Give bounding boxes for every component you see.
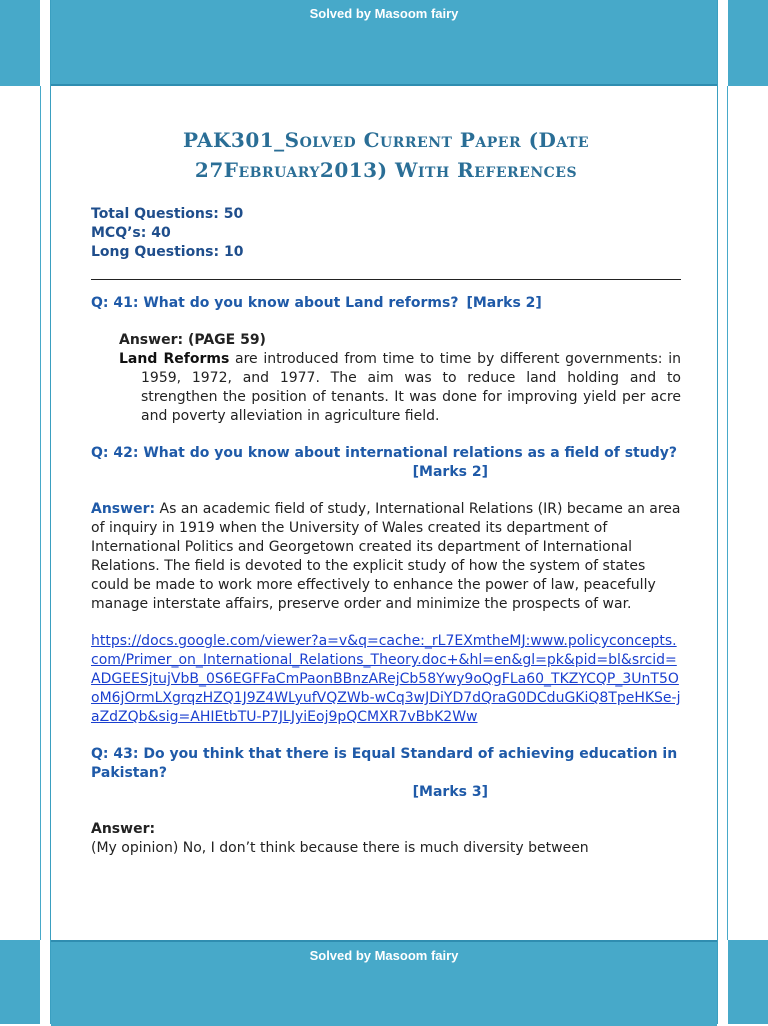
header-text: Solved by Masoom fairy: [309, 6, 459, 21]
question-42-text: Q: 42: What do you know about international relations as a field of study?: [91, 445, 677, 461]
question-43: [91, 745, 681, 802]
answer-42-label: Answer:: [91, 501, 156, 517]
answer-41-text: [119, 350, 681, 426]
question-41: [91, 294, 681, 313]
page-header: [51, 0, 717, 86]
footer-text: Solved by Masoom fairy: [309, 948, 459, 963]
reference-link[interactable]: https://docs.google.com/viewer?a=v&q=cache:_rL7EXmtheMJ:www.policyconcepts.com/Primer_on_International_Relations_Theory.doc+&hl=en&gl=pk&pid=bl&srcid=ADGEESjtujVbB_0S6EGFFaCmPaonBBnzARejCb58Ywy9oQgFLa60_TKZYCQP_3UnT5OoM6jOrmLXgrqzHZQ1J9Z4WLyufVQZWb-wCq3wJDiYD7dQraG0DCduGKiQ8TpeHKSe-jaZdZQb&sig=AHIEtbTU-P7JLJyiEoj9pQCMXR7vBbK2Ww: [91, 633, 681, 725]
title-line-1: PAK301_Solved Current Paper (Date: [182, 128, 590, 152]
right-edge-line: [727, 86, 728, 940]
question-42: [91, 444, 681, 482]
left-top-band: [0, 0, 40, 86]
total-questions: Total Questions: 50: [91, 206, 244, 222]
right-top-band: [728, 0, 768, 86]
divider: [91, 279, 681, 280]
question-stats: [91, 205, 681, 262]
long-question-count: Long Questions: 10: [91, 244, 244, 260]
answer-43-label: Answer:: [91, 821, 156, 837]
answer-42-text: As an academic field of study, International Relations (IR) became an area of inquiry in 1919 when the University of Wales created its department of International Politics and Georgetown created its department of International Relations. The field is devoted to the explicit study of how the system of states could be made to work more effectively to enhance the power of law, peacefully manage interstate affairs, preserve order and minimize the prospects of war.: [91, 501, 681, 612]
question-43-text: Q: 43: Do you think that there is Equal Standard of achieving education in Pakistan?: [91, 746, 678, 781]
document-page: [50, 0, 718, 1024]
question-43-marks: [Marks 3]: [412, 784, 488, 800]
mcq-count: MCQ’s: 40: [91, 225, 171, 241]
question-42-marks: [Marks 2]: [412, 464, 488, 480]
page-title: [91, 125, 681, 185]
answer-41-label: Answer: (PAGE 59): [119, 332, 266, 348]
question-41-text: Q: 41: What do you know about Land reforms?: [91, 295, 459, 311]
answer-41: [119, 331, 681, 426]
answer-43-text: (My opinion) No, I don’t think because there is much diversity between: [91, 840, 589, 856]
answer-41-body: are introduced from time to time by different governments: in 1959, 1972, and 1977. The aim was to reduce land holding and to strengthen the position of tenants. It was done for improving yield per acre and poverty alleviation in agriculture field.: [141, 351, 681, 424]
left-edge-line: [40, 86, 41, 940]
title-line-2: 27February2013) With References: [194, 158, 578, 182]
answer-42: [91, 500, 681, 614]
question-41-marks: [Marks 2]: [466, 295, 542, 311]
page-content: [91, 125, 681, 858]
left-bottom-band: [0, 940, 40, 1024]
answer-41-term: Land Reforms: [119, 351, 230, 367]
page-footer: [51, 940, 717, 1026]
right-bottom-band: [728, 940, 768, 1024]
